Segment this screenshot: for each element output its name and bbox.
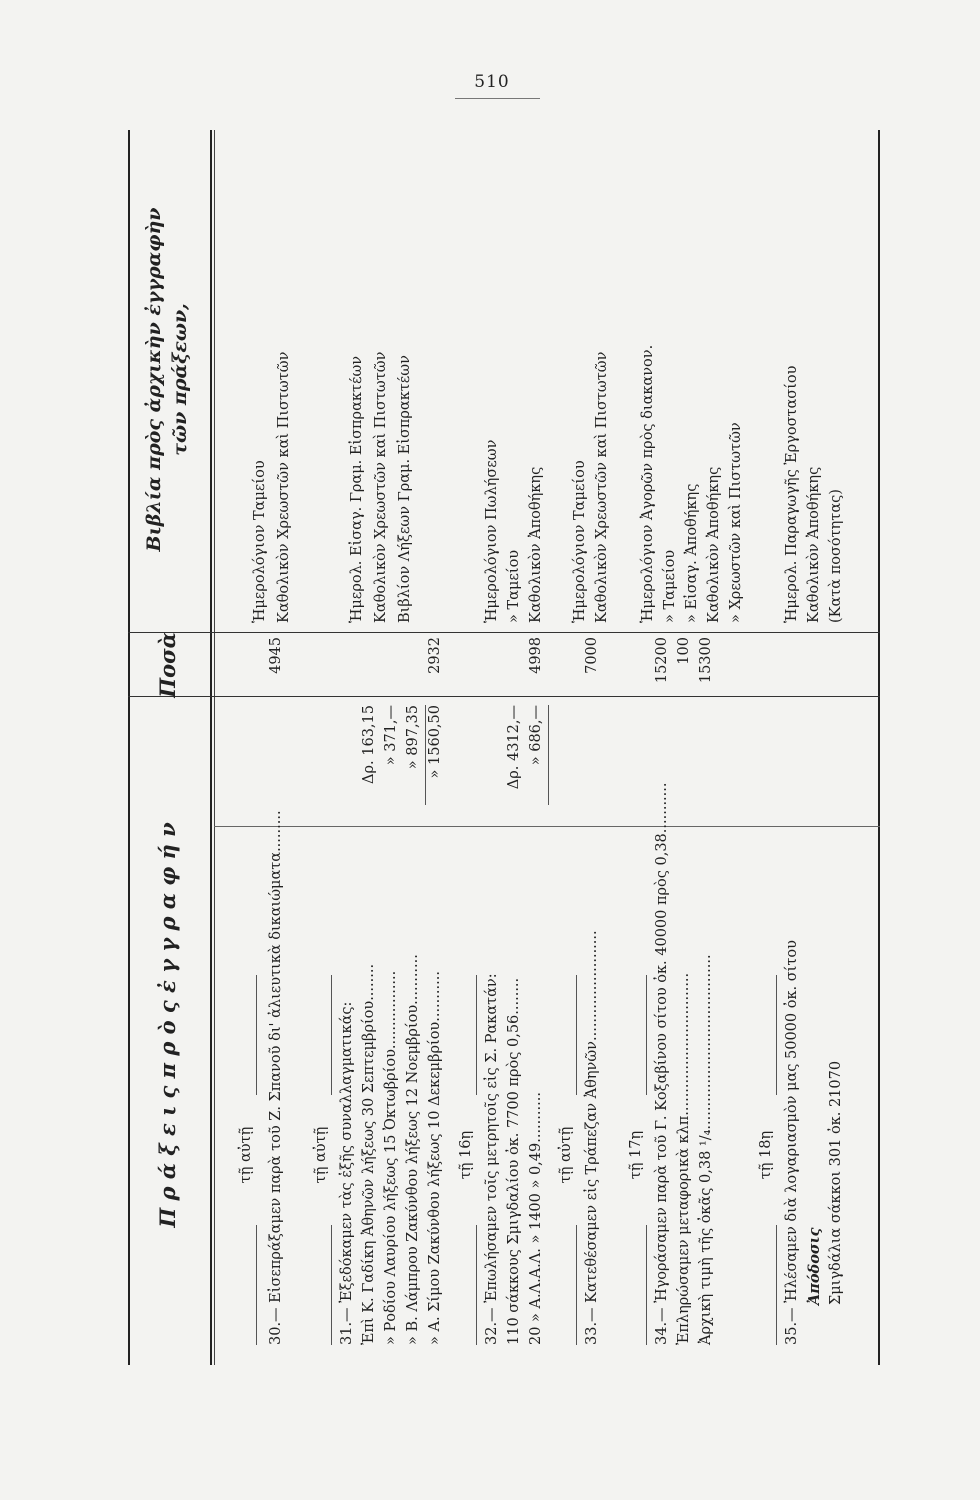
books-column-rule: [128, 632, 880, 633]
date-rule: [646, 975, 647, 1095]
date-rule: [476, 1225, 477, 1345]
book-line: » Ταμείου: [662, 549, 678, 623]
book-line: Καθολικὸν Χρεωστῶν καὶ Πιστωτῶν: [594, 351, 610, 623]
book-line: Ἡμερολόγιον Ταμείου: [252, 460, 268, 623]
entry-date: τῇ 18ῃ: [758, 1130, 774, 1180]
date-rule: [476, 975, 477, 1095]
sub-amount: » 371,—: [383, 705, 399, 766]
books-header: [128, 130, 206, 629]
entry-text-line: 35.— Ἠλέσαμεν διὰ λογαριασμὸν μας 50000 ὀκ. σίτου: [784, 940, 800, 1345]
book-line: Ἡμερολ. Παραγωγῆς Ἐργοστασίου: [784, 365, 800, 623]
date-rule: [256, 975, 257, 1095]
entry-text-line: Σμιγδάλια σάκκοι 301 ὀκ. 21070: [828, 1060, 844, 1305]
entry-date: τῇ 17ῃ: [628, 1130, 644, 1180]
book-line: Βιβλίον Λήξεων Γραμ. Εἰσπρακτέων: [397, 355, 413, 623]
sum-rule: [425, 705, 426, 805]
entry-text-line: Ἐπληρώσαμεν μεταφορικὰ κλπ...............................: [676, 972, 692, 1345]
date-rule: [776, 975, 777, 1095]
entry-text: 33.— Κατεθέσαμεν εἰς Τράπεζαν Ἀθηνῶν........................: [584, 930, 600, 1345]
book-line: Καθολικὸν Ἀποθήκης: [706, 466, 722, 623]
date-rule: [646, 1225, 647, 1345]
entry-amount: 2932: [427, 637, 443, 674]
books-header-line1: Βιβλία πρὸς ἀρχικὴν ἐγγραφὴν: [143, 207, 165, 552]
amounts-column-rule: [128, 696, 880, 697]
book-line: » Εἰσαγ. Ἀποθήκης: [684, 483, 700, 623]
entry-date: τῇ αὐτῇ: [558, 1126, 574, 1184]
sub-amount-total: » 1560,50: [427, 705, 443, 779]
date-rule: [776, 1225, 777, 1345]
entry-date: τῇ 16ῃ: [458, 1130, 474, 1180]
entry-amount: 15200: [654, 637, 670, 684]
book-line: Ἡμερολόγιον Ταμείου: [572, 460, 588, 623]
entry-text-line: » Α. Σίμου Ζακύνθου λήξεως 10 Δεκεμβρίου...........: [427, 971, 443, 1345]
entry-amount: 100: [676, 637, 692, 665]
date-rule: [256, 1225, 257, 1345]
book-line: Ἡμερολόγιον Ἀγορῶν πρὸς διακανον.: [640, 344, 656, 623]
amounts-header: Ποσὰ: [154, 632, 180, 698]
sub-amount: » 897,35: [405, 705, 421, 770]
entry-amount: 4945: [268, 637, 284, 674]
sum-rule: [548, 705, 549, 805]
entry-text-line: 20 » Α.Λ.Α.Λ. » 1400 » 0,49...........: [528, 1092, 544, 1345]
entry-subheading: Ἀπόδοσις: [806, 1227, 823, 1305]
entry-text-line: 34.— Ἠγοράσαμεν παρὰ τοῦ Γ. Κοξαβίνου σίτου ὀκ. 40000 πρὸς 0,38...........: [654, 782, 670, 1345]
books-header-line2: τῶν πράξεων,: [169, 303, 191, 456]
entry-text: 30.— Εἰσεπράξαμεν παρὰ τοῦ Ζ. Σπανοῦ δι' ἀλιευτικὰ δικαιώματα.........: [268, 810, 284, 1345]
sub-amount: Δρ. 4312,—: [506, 705, 522, 790]
transactions-header: Π ρ ά ξ ε ι ς π ρ ὸ ς ἐ γ γ ρ α φ ή ν: [154, 822, 180, 1228]
sub-amount: Δρ. 163,15: [361, 705, 377, 784]
sub-amount: » 686,—: [528, 705, 544, 766]
entry-text-line: » Β. Λάμπρου Ζακύνθου λήξεως 12 Νοεμβρίου...........: [405, 954, 421, 1345]
book-line: » Χρεωστῶν καὶ Πιστωτῶν: [728, 422, 744, 623]
date-rule: [331, 1225, 332, 1345]
book-line: Ἡμερολ. Εἰσαγ. Γραμ. Εἰσπρακτέων: [349, 355, 365, 623]
book-line: Καθολικὸν Χρεωστῶν καὶ Πιστωτῶν: [276, 351, 292, 623]
header-rule: [210, 130, 212, 1365]
date-rule: [331, 975, 332, 1095]
entry-amount: 15300: [698, 637, 714, 684]
entry-text-line: 31.— Ἐξεδόκαμεν τὰς ἑξῆς συναλλαγματικάς:: [339, 1001, 355, 1345]
page-number: 510: [474, 72, 510, 92]
entry-text-line: 110 σάκκους Σμιγδαλίου ὀκ. 7700 πρὸς 0,56........: [506, 977, 522, 1345]
book-line: (Κατὰ ποσότητας): [828, 489, 844, 623]
entry-amount: 4998: [528, 637, 544, 674]
date-rule: [576, 1225, 577, 1345]
book-line: Καθολικὸν Χρεωστῶν καὶ Πιστωτῶν: [373, 351, 389, 623]
entry-text-line: Ἐπὶ Κ. Γαδίκη Ἀθηνῶν λήξεως 30 Σεπτεμβρίου........: [361, 963, 377, 1345]
header-rule-thin: [214, 130, 215, 1365]
table-bottom-rule: [878, 130, 880, 1365]
entry-amount: 7000: [584, 637, 600, 674]
date-rule: [576, 975, 577, 1095]
entry-text-line: 32.— Ἐπωλήσαμεν τοῖς μετρητοῖς εἰς Σ. Ρακατάν:: [484, 973, 500, 1345]
page-number-rule: [455, 98, 540, 99]
entry-date: τῇ αὐτῇ: [238, 1126, 254, 1184]
subamount-rule: [214, 826, 880, 827]
ledger-table: [128, 130, 880, 1365]
book-line: Καθολικὸν Ἀποθήκης: [806, 466, 822, 623]
entry-date: τῇ αὐτῇ: [313, 1126, 329, 1184]
book-line: Ἡμερολόγιον Πωλήσεων: [484, 439, 500, 623]
entry-text-line: Ἀρχικὴ τιμὴ τῆς ὀκᾶς 0,38 ¹/₄......................................: [698, 954, 714, 1345]
book-line: Καθολικὸν Ἀποθήκης: [528, 466, 544, 623]
book-line: » Ταμείου: [506, 549, 522, 623]
entry-text-line: » Ροδίου Λαυρίου λήξεως 15 Ὀκτωβρίου.................: [383, 970, 399, 1345]
